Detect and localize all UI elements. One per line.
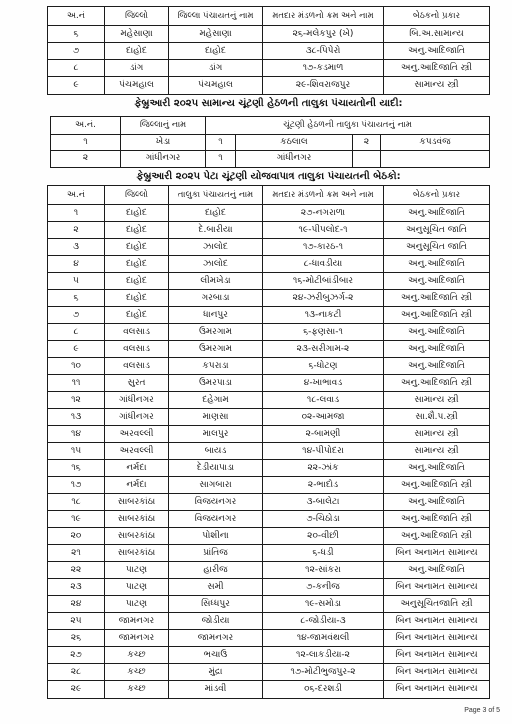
cell-constituency-number-and-name: ૨૬-મલેકપુર (ખે) [263, 26, 384, 42]
cell-serial-number: ૧૬ [48, 460, 105, 476]
cell-serial-number: ૨ [51, 151, 121, 167]
empty-cell-taluka-index-2 [353, 151, 381, 167]
cell-district: પાટણ [105, 562, 169, 578]
cell-seat-type: બિન અનામત સામાન્ય [395, 650, 478, 660]
cell-district: કચ્છ [105, 664, 169, 680]
cell-serial-number: ૬ [48, 290, 105, 306]
cell-serial-number: ૨૪ [48, 596, 105, 612]
cell-district: દાહોદ [105, 239, 169, 255]
cell-district: સાબરકાંઠા [105, 494, 169, 510]
cell-serial-number: ૮ [48, 324, 105, 340]
column-header-district: જિલ્લો [105, 186, 169, 204]
table-row [48, 409, 489, 426]
table-row [48, 222, 489, 239]
cell-seat-type: બિન અનામત સામાન્ય [395, 684, 478, 694]
cell-taluka-panchayat-name: પોશીના [169, 528, 263, 544]
cell-serial-number: ૨૫ [48, 613, 105, 629]
cell-seat-type: સામાન્ય સ્ત્રી [414, 80, 459, 90]
cell-district: દાહોદ [105, 205, 169, 221]
cell-constituency-number-and-name: ૧૭-મોટીભુજપુર-૨ [263, 664, 384, 680]
column-header-taluka-panchayat-name: ચૂંટણી હેઠળની તાલુકા પંચાયતનું નામ [283, 120, 412, 130]
table-row [48, 239, 489, 256]
table-row [51, 135, 489, 151]
cell-taluka-panchayat-name: ઉમરપાડા [169, 375, 263, 391]
cell-serial-number: ૩ [48, 239, 105, 255]
cell-serial-number: ૭ [48, 307, 105, 323]
cell-taluka-panchayat-name: જામનગર [169, 630, 263, 646]
cell-taluka-panchayat-name: કપરાડા [169, 358, 263, 374]
cell-serial-number: ૨૭ [48, 647, 105, 663]
cell-constituency-number-and-name: ૨૪-ઝરીબુઝર્ગ-૨ [263, 290, 384, 306]
cell-serial-number: ૯ [48, 341, 105, 357]
cell-seat-type: અનુ.આદિજાતિ સ્ત્રી [401, 514, 472, 524]
cell-seat-type: અનુ.આદિજાતિ [408, 276, 465, 286]
cell-serial-number: ૨ [48, 222, 105, 238]
cell-constituency-number-and-name: ૧૬-મોટીબાંડીબાર [263, 273, 384, 289]
cell-serial-number: ૨૨ [48, 562, 105, 578]
cell-district-panchayat-name: પંચમહાલ [169, 77, 263, 94]
cell-district: વલસાડ [105, 341, 169, 357]
cell-district: અરવલ્લી [105, 426, 169, 442]
cell-taluka-panchayat-name: સિધ્ધપુર [169, 596, 263, 612]
column-header-district-panchayat-name: જિલ્લા પંચાયતનું નામ [169, 7, 263, 25]
cell-district: ડાંગ [105, 60, 169, 76]
table-row [48, 664, 489, 681]
cell-district: ગાંધીનગર [105, 409, 169, 425]
cell-district: દાહોદ [105, 307, 169, 323]
cell-seat-type: બિન અનામત સામાન્ય [395, 667, 478, 677]
cell-district: મહેસાણા [105, 26, 169, 42]
table-row [48, 273, 489, 290]
cell-district: સુરત [105, 375, 169, 391]
cell-serial-number: ૭ [48, 43, 105, 59]
table-row [48, 647, 489, 664]
cell-taluka-name-1: કઠલાલ [236, 135, 353, 150]
cell-district: દાહોદ [105, 222, 169, 238]
cell-taluka-panchayat-name: હારીજ [169, 562, 263, 578]
table-row [48, 443, 489, 460]
cell-district: દાહોદ [105, 290, 169, 306]
cell-constituency-number-and-name: ૨૦-વીછી [263, 528, 384, 544]
cell-seat-type: સા.શૈ.પ.સ્ત્રી [415, 412, 458, 422]
table-row [48, 375, 489, 392]
table-row [48, 307, 489, 324]
cell-constituency-number-and-name: ૦૬-દરશડી [263, 681, 384, 698]
cell-serial-number: ૨૦ [48, 528, 105, 544]
table-row [48, 630, 489, 647]
cell-constituency-number-and-name: ૭-ચિઠોડા [263, 511, 384, 527]
cell-constituency-number-and-name: ૨૨-ઝાંક [263, 460, 384, 476]
table-row [48, 477, 489, 494]
cell-taluka-index-1: ૧ [206, 151, 236, 167]
table-row [48, 460, 489, 477]
cell-district: પાટણ [105, 596, 169, 612]
table-row [48, 579, 489, 596]
cell-constituency-number-and-name: ૦૨-આમજા [263, 409, 384, 425]
table-row [48, 613, 489, 630]
cell-constituency-number-and-name: ૧૯-પીપલોદ-૧ [263, 222, 384, 238]
cell-constituency-number-and-name: ૩-બાલેટા [263, 494, 384, 510]
table-row [48, 494, 489, 511]
cell-seat-type: સામાન્ય સ્ત્રી [414, 446, 459, 456]
cell-serial-number: ૨૮ [48, 664, 105, 680]
section-heading-general-election-talukas: ફેબ્રુઆરી ૨૦૨૫ સામાન્ય ચૂંટણી હેઠળની તાલુકા પંચાયતોની યાદી: [134, 98, 403, 109]
cell-taluka-name-1: ગાંધીનગર [236, 151, 353, 167]
cell-district: નર્મદા [105, 477, 169, 493]
cell-district: સાબરકાંઠા [105, 545, 169, 561]
cell-seat-type: અનુસૂચિત જાતિ [406, 242, 467, 252]
cell-constituency-number-and-name: ૧૯-સમોડા [263, 596, 384, 612]
cell-constituency-number-and-name: ૧૪-પીપોદરા [263, 443, 384, 459]
cell-district-name: ગાંધીનગર [121, 151, 206, 167]
cell-seat-type: અનુ.આદિજાતિ [408, 46, 465, 56]
cell-district: નર્મદા [105, 460, 169, 476]
cell-taluka-panchayat-name: ધાનપુર [169, 307, 263, 323]
table-row [48, 511, 489, 528]
cell-taluka-panchayat-name: પ્રાંતિજ [169, 545, 263, 561]
column-header-seat-type: બેઠકનો પ્રકાર [413, 190, 460, 200]
cell-constituency-number-and-name: ૧૨-લાકડીયા-૨ [263, 647, 384, 663]
cell-seat-type: અનુ.આદિજાતિ સ્ત્રી [401, 63, 472, 73]
cell-taluka-name-2: કપડવંજ [419, 137, 451, 147]
cell-district-name: ખેડા [121, 135, 206, 150]
cell-district: અરવલ્લી [105, 443, 169, 459]
cell-taluka-panchayat-name: દહેગામ [169, 392, 263, 408]
table-row [48, 26, 489, 43]
cell-taluka-panchayat-name: ઉમરગામ [169, 341, 263, 357]
cell-district: જામનગર [105, 613, 169, 629]
cell-seat-type: અનુ.આદિજાતિ [408, 463, 465, 473]
cell-serial-number: ૧૧ [48, 375, 105, 391]
cell-district-panchayat-name: ડાંગ [169, 60, 263, 76]
table-header-row [51, 117, 489, 135]
cell-district: દાહોદ [105, 43, 169, 59]
cell-serial-number: ૧૨ [48, 392, 105, 408]
cell-constituency-number-and-name: ૧૨-સાંકરા [263, 562, 384, 578]
cell-taluka-panchayat-name: દાહોદ [169, 205, 263, 221]
table-row [48, 341, 489, 358]
cell-taluka-panchayat-name: દેડીયાપાડા [169, 460, 263, 476]
cell-seat-type: અનુ.આદિજાતિ સ્ત્રી [401, 310, 472, 320]
cell-district: સાબરકાંઠા [105, 511, 169, 527]
column-header-serial-number: અ.નં [48, 7, 105, 25]
cell-seat-type: અનુ.આદિજાતિ સ્ત્રી [401, 378, 472, 388]
cell-serial-number: ૧૪ [48, 426, 105, 442]
cell-taluka-panchayat-name: લીમખેડા [169, 273, 263, 289]
cell-constituency-number-and-name: ૮-જોડીયા-૩ [263, 613, 384, 629]
table-row [48, 60, 489, 77]
cell-district: પંચમહાલ [105, 77, 169, 94]
cell-taluka-panchayat-name: ઝાલોદ [169, 256, 263, 272]
table-row [48, 256, 489, 273]
cell-taluka-panchayat-name: ઉમરગામ [169, 324, 263, 340]
cell-constituency-number-and-name: ૨૭-નગરાળા [263, 205, 384, 221]
cell-constituency-number-and-name: ૧૮-લવાડ [263, 392, 384, 408]
column-header-district-name: જિલ્લાનું નામ [121, 117, 206, 134]
column-header-serial-number: અ.નં [48, 186, 105, 204]
cell-serial-number: ૯ [48, 77, 105, 94]
cell-constituency-number-and-name: ૨-ભાદોડ [263, 477, 384, 493]
cell-constituency-number-and-name: ૧૩-નાકટી [263, 307, 384, 323]
cell-district: પાટણ [105, 579, 169, 595]
cell-taluka-panchayat-name: માલપુર [169, 426, 263, 442]
cell-seat-type: અનુ.આદિજાતિ [408, 497, 465, 507]
cell-taluka-index-1: ૧ [206, 135, 236, 150]
table-header-row [48, 7, 489, 26]
table-header-row [48, 186, 489, 205]
cell-constituency-number-and-name: ૭-કનીજ [263, 579, 384, 595]
cell-seat-type: બિન અનામત સામાન્ય [395, 548, 478, 558]
cell-constituency-number-and-name: ૨-બામણી [263, 426, 384, 442]
cell-district-panchayat-name: દાહોદ [169, 43, 263, 59]
cell-district: વલસાડ [105, 324, 169, 340]
cell-district: સાબરકાંઠા [105, 528, 169, 544]
cell-seat-type: સામાન્ય સ્ત્રી [414, 429, 459, 439]
column-header-constituency-number-and-name: મતદાર મંડળનો ક્રમ અને નામ [263, 186, 384, 204]
cell-constituency-number-and-name: ૨૯-શિવરાજપુર [263, 77, 384, 94]
cell-constituency-number-and-name: ૧૪-જામવંથલી [263, 630, 384, 646]
column-header-serial-number: અ.નં. [51, 117, 121, 134]
cell-serial-number: ૨૩ [48, 579, 105, 595]
cell-taluka-panchayat-name: વિજયનગર [169, 511, 263, 527]
cell-constituency-number-and-name: ૧૭-કડમાળ [263, 60, 384, 76]
cell-seat-type: અનુ.આદિજાતિ [408, 327, 465, 337]
cell-constituency-number-and-name: ૮-ધાવડીયા [263, 256, 384, 272]
cell-district: જામનગર [105, 630, 169, 646]
cell-seat-type: અનુ.આદિજાતિ [408, 344, 465, 354]
table-row [48, 562, 489, 579]
cell-serial-number: ૧૯ [48, 511, 105, 527]
cell-serial-number: ૧૮ [48, 494, 105, 510]
cell-seat-type: બિન અનામત સામાન્ય [395, 633, 478, 643]
cell-serial-number: ૫ [48, 273, 105, 289]
cell-taluka-panchayat-name: ઝાલોદ [169, 239, 263, 255]
page-number: Page 3 of 5 [464, 707, 500, 714]
cell-taluka-panchayat-name: ગરબાડા [169, 290, 263, 306]
cell-serial-number: ૬ [48, 26, 105, 42]
district-panchayat-seats-table [47, 6, 490, 95]
cell-seat-type: બિ.અ.સામાન્ય [409, 29, 464, 39]
cell-seat-type: બિન અનામત સામાન્ય [395, 616, 478, 626]
cell-constituency-number-and-name: ૬-ધડી [263, 545, 384, 561]
cell-seat-type: અનુ.આદિજાતિ સ્ત્રી [401, 293, 472, 303]
column-header-district: જિલ્લો [105, 7, 169, 25]
cell-seat-type: અનુસૂચિતજાતિ સ્ત્રી [400, 599, 473, 609]
cell-taluka-panchayat-name: માણસા [169, 409, 263, 425]
cell-serial-number: ૧૩ [48, 409, 105, 425]
cell-constituency-number-and-name: ૩૮-પિપેરો [263, 43, 384, 59]
cell-serial-number: ૧ [51, 135, 121, 150]
section-heading-by-election-seats: ફેબ્રુઆરી ૨૦૨૫ પેટા ચૂંટણી યોજવાપાત્ર તાલુકા પંચાયતની બેઠકો: [136, 171, 401, 182]
cell-taluka-index-2: ૨ [353, 135, 381, 150]
cell-taluka-panchayat-name: સમી [169, 579, 263, 595]
general-election-taluka-list-table [50, 116, 490, 168]
cell-taluka-panchayat-name: બાયડ [169, 443, 263, 459]
cell-seat-type: અનુ.આદિજાતિ સ્ત્રી [401, 480, 472, 490]
cell-district: કચ્છ [105, 647, 169, 663]
column-header-seat-type: બેઠકનો પ્રકાર [413, 11, 460, 21]
cell-district-panchayat-name: મહેસાણા [169, 26, 263, 42]
cell-constituency-number-and-name: ૪-ખાભાવડ [263, 375, 384, 391]
table-row [48, 205, 489, 222]
cell-seat-type: અનુ.આદિજાતિ [408, 565, 465, 575]
cell-seat-type: અનુસૂચિત જાતિ [406, 225, 467, 235]
empty-cell-taluka-name-2 [381, 151, 489, 167]
table-row [48, 77, 489, 94]
cell-serial-number: ૨૧ [48, 545, 105, 561]
cell-seat-type: અનુ.આદિજાતિ સ્ત્રી [401, 531, 472, 541]
table-row [48, 681, 489, 698]
table-row [48, 324, 489, 341]
cell-serial-number: ૨૬ [48, 630, 105, 646]
cell-serial-number: ૧ [48, 205, 105, 221]
cell-serial-number: ૧૫ [48, 443, 105, 459]
cell-serial-number: ૧૭ [48, 477, 105, 493]
cell-constituency-number-and-name: ૧૭-કારઠ-૧ [263, 239, 384, 255]
table-row [48, 596, 489, 613]
cell-district: ગાંધીનગર [105, 392, 169, 408]
cell-taluka-panchayat-name: દે.બારીયા [169, 222, 263, 238]
cell-constituency-number-and-name: ૬-ધોટણ [263, 358, 384, 374]
cell-seat-type: અનુ.આદિજાતિ [408, 361, 465, 371]
cell-seat-type: બિન અનામત સામાન્ય [395, 582, 478, 592]
cell-constituency-number-and-name: ૨૩-સરીગામ-૨ [263, 341, 384, 357]
cell-serial-number: ૧૦ [48, 358, 105, 374]
cell-seat-type: અનુ.આદિજાતિ [408, 259, 465, 269]
column-header-constituency-number-and-name: મતદાર મંડળનો ક્રમ અને નામ [263, 7, 384, 25]
cell-serial-number: ૨૯ [48, 681, 105, 698]
cell-taluka-panchayat-name: મુંદ્રા [169, 664, 263, 680]
cell-seat-type: સામાન્ય સ્ત્રી [414, 395, 459, 405]
cell-taluka-panchayat-name: વિજયનગર [169, 494, 263, 510]
table-row [48, 358, 489, 375]
cell-district: દાહોદ [105, 256, 169, 272]
cell-taluka-panchayat-name: માંડવી [169, 681, 263, 698]
column-header-taluka-panchayat-name: તાલુકા પંચાયતનું નામ [169, 186, 263, 204]
cell-serial-number: ૮ [48, 60, 105, 76]
cell-constituency-number-and-name: ૬-ફણસા-૧ [263, 324, 384, 340]
table-row [48, 426, 489, 443]
table-row [48, 545, 489, 562]
table-row [48, 43, 489, 60]
cell-district: દાહોદ [105, 273, 169, 289]
table-row [48, 290, 489, 307]
cell-district: વલસાડ [105, 358, 169, 374]
table-row [48, 392, 489, 409]
cell-taluka-panchayat-name: ભચાઉ [169, 647, 263, 663]
cell-serial-number: ૪ [48, 256, 105, 272]
table-row [51, 151, 489, 167]
cell-seat-type: અનુ.આદિજાતિ [408, 208, 465, 218]
cell-taluka-panchayat-name: જોડીયા [169, 613, 263, 629]
table-row [48, 528, 489, 545]
by-election-taluka-seats-table [47, 185, 490, 699]
cell-taluka-panchayat-name: સાગબારા [169, 477, 263, 493]
cell-district: કચ્છ [105, 681, 169, 698]
